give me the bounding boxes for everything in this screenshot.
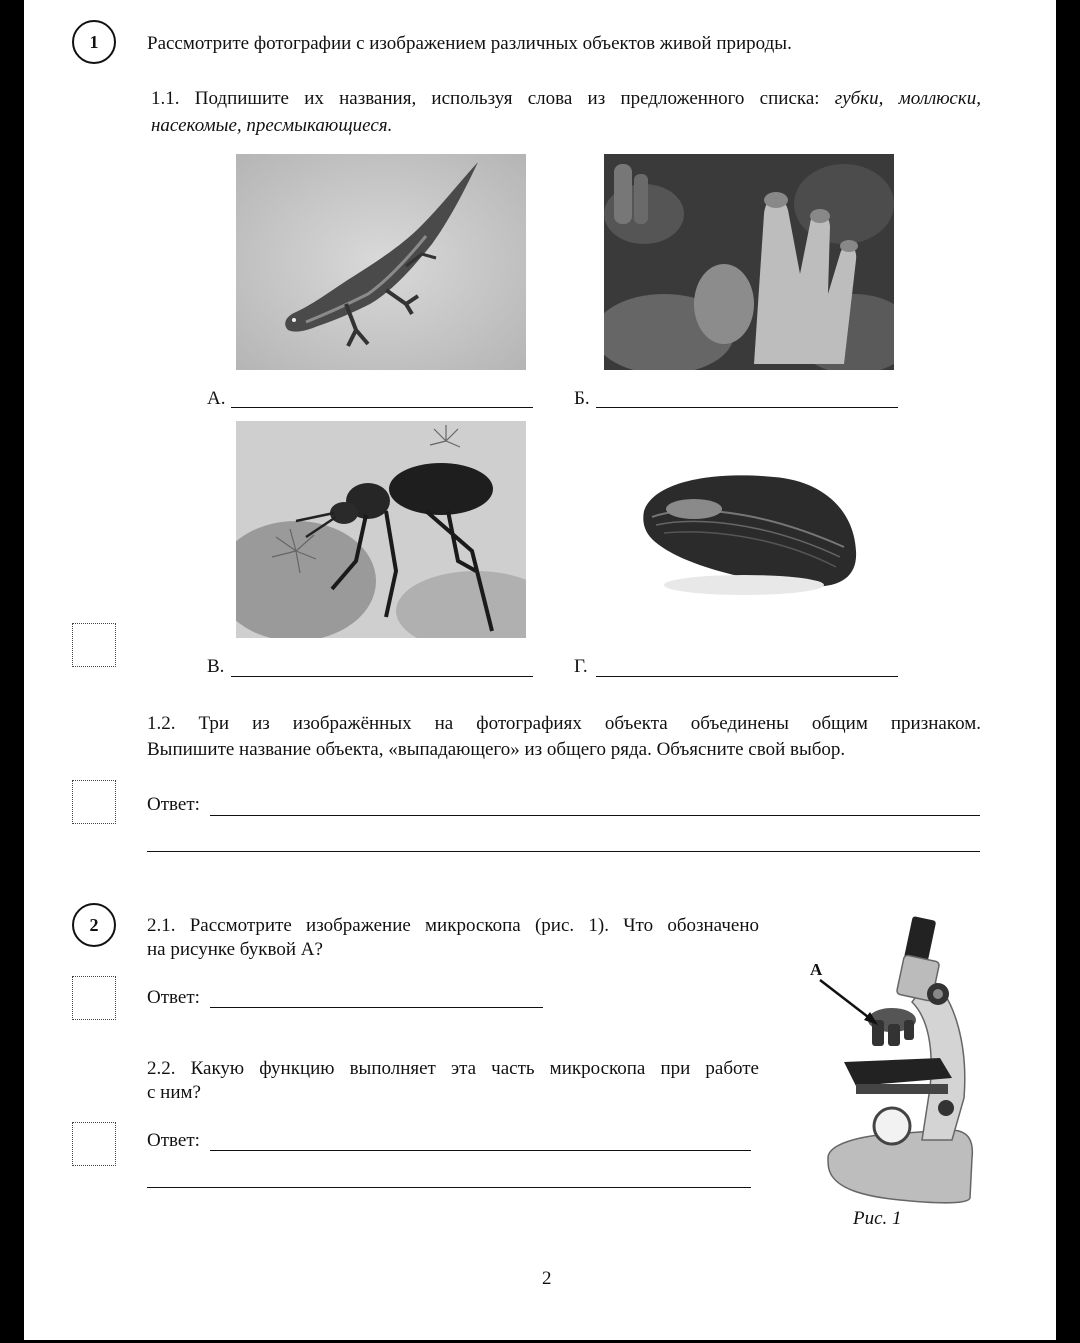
task-2-1-line-2: на рисунке буквой А? [147, 939, 323, 960]
task-1-2-line-2: Выпишите название объекта, «выпадающего» из общего ряда. Объясните свой выбор. [147, 739, 846, 760]
task-1-1-line-2 [151, 113, 981, 139]
photo-shell [604, 421, 894, 638]
score-box-1-2[interactable] [72, 780, 116, 824]
score-box-1-1[interactable] [72, 623, 116, 667]
answer-line-a[interactable] [231, 407, 533, 408]
answer-line-b[interactable] [596, 407, 898, 408]
question-2-number: 2 [72, 903, 116, 947]
task-2-2-line-2: с ним? [147, 1082, 201, 1103]
task-2-2-line-1: 2.2. Какую функцию выполняет эта часть микроскопа при работе [147, 1058, 759, 1079]
task-1-2-line-1: 1.2. Три из изображённых на фотографиях объекта объединены общим признаком. [147, 713, 981, 734]
answer-label-2-1: Ответ: [147, 987, 200, 1008]
question-1-instruction: Рассмотрите фотографии с изображением различных объектов живой природы. [147, 33, 792, 54]
label-v: В. [207, 656, 225, 677]
answer-line-1-2a[interactable] [210, 815, 980, 816]
task-1-1-text: 1.1. Подпишите их названия, используя слова из предложенного списка: [151, 88, 820, 109]
task-2-1-line-1: 2.1. Рассмотрите изображение микроскопа (рис. 1). Что обозначено [147, 915, 759, 936]
score-box-2-2[interactable] [72, 1122, 116, 1166]
label-b: Б. [574, 388, 590, 409]
figure-letter-a: А [810, 960, 823, 979]
photo-lizard [236, 154, 526, 370]
microscope-figure [780, 908, 980, 1208]
photo-beetle [236, 421, 526, 638]
task-1-1-word-list-cont: насекомые, пресмыкающиеся. [151, 115, 393, 136]
page-number: 2 [542, 1268, 552, 1289]
label-a: А. [207, 388, 226, 409]
answer-line-g[interactable] [596, 676, 898, 677]
photo-sponges [604, 154, 894, 370]
question-1-number: 1 [72, 20, 116, 64]
answer-label-2-2: Ответ: [147, 1130, 200, 1151]
score-box-2-1[interactable] [72, 976, 116, 1020]
figure-caption: Рис. 1 [853, 1208, 902, 1229]
answer-line-2-2a[interactable] [210, 1150, 751, 1151]
answer-line-1-2b[interactable] [147, 851, 980, 852]
answer-line-2-2b[interactable] [147, 1187, 751, 1188]
label-g: Г. [574, 656, 588, 677]
task-1-1-line-1 [151, 86, 981, 112]
answer-label-1-2: Ответ: [147, 794, 200, 815]
task-1-1-word-list: губки, моллюски, [834, 88, 982, 109]
answer-line-v[interactable] [231, 676, 533, 677]
answer-line-2-1[interactable] [210, 1007, 543, 1008]
worksheet-page [24, 0, 1056, 1340]
